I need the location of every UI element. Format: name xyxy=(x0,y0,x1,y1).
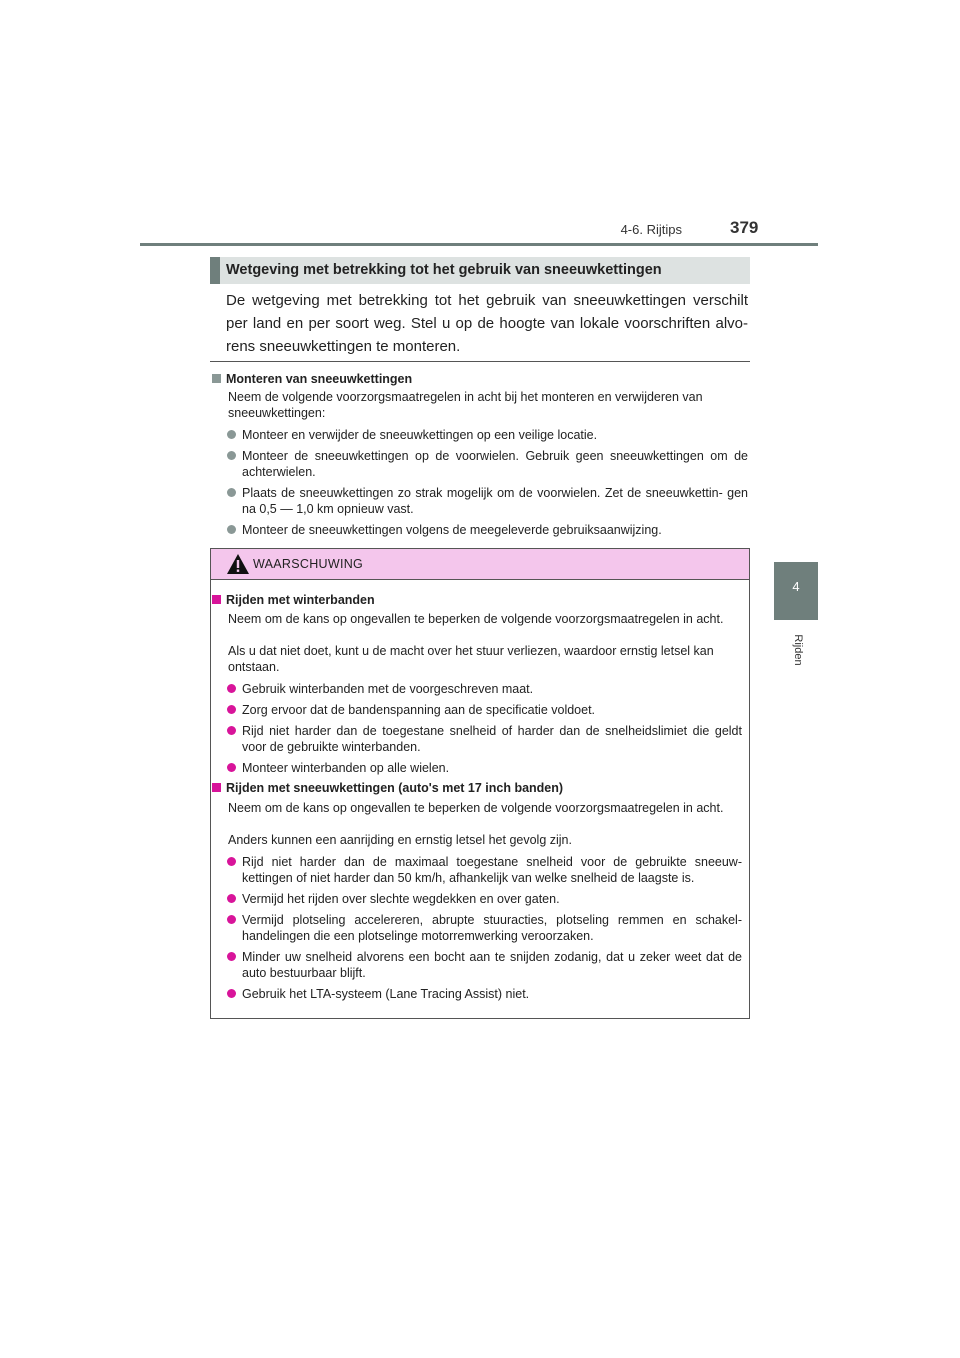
mounting-bullet: Monteer en verwijder de sneeuwkettingen op een veilige locatie. xyxy=(242,428,598,442)
mounting-bullet: Monteer de sneeuwkettingen volgens de meegeleverde gebruiksaanwijzing. xyxy=(242,523,662,537)
winter-text-1: Neem om de kans op ongevallen te beperken de volgende voorzorgsmaatregelen in acht. xyxy=(228,612,724,626)
bullet-dot-icon xyxy=(227,525,236,534)
section-heading-box xyxy=(210,257,750,284)
bullet-dot-icon xyxy=(227,684,236,693)
chains-bullet: Vermijd het rijden over slechte wegdekken en over gaten. xyxy=(242,892,560,906)
bullet-dot-icon xyxy=(227,488,236,497)
chains-text-1: Neem om de kans op ongevallen te beperken de volgende voorzorgsmaatregelen in acht. xyxy=(228,801,724,815)
winter-bullet: Rijd niet harder dan de toegestane snelheid of harder dan de snelheidslimiet die geldt voor de gebruikte winterbanden. xyxy=(242,724,742,754)
bullet-dot-icon xyxy=(227,989,236,998)
winter-title: Rijden met winterbanden xyxy=(226,593,375,607)
warning-title: WAARSCHUWING xyxy=(253,557,364,571)
square-bullet-icon xyxy=(212,595,221,604)
intro-line: rens sneeuwkettingen te monteren. xyxy=(226,338,461,355)
mounting-heading xyxy=(212,372,412,386)
bullet-dot-icon xyxy=(227,763,236,772)
divider xyxy=(210,361,750,362)
bullet-dot-icon xyxy=(227,857,236,866)
mounting-title: Monteren van sneeuwkettingen xyxy=(226,372,413,386)
bullet-dot-icon xyxy=(227,705,236,714)
winter-bullet: Zorg ervoor dat de bandenspanning aan de specificatie voldoet. xyxy=(242,703,596,717)
bullet-dot-icon xyxy=(227,726,236,735)
section-heading: Wetgeving met betrekking tot het gebruik van sneeuwkettingen xyxy=(226,262,662,278)
square-bullet-icon xyxy=(212,374,221,383)
chapter-number: 4 xyxy=(792,579,800,594)
mounting-bullet: Monteer de sneeuwkettingen op de voorwielen. Gebruik geen sneeuwkettingen om de achterwielen. xyxy=(242,449,748,479)
mounting-text: Neem de volgende voorzorgsmaatregelen in acht bij het monteren en verwijderen van sneeuwkettingen: xyxy=(228,390,703,420)
winter-text-2: Als u dat niet doet, kunt u de macht over het stuur verliezen, waardoor ernstig letsel kan ontstaan. xyxy=(228,644,714,674)
bullet-dot-icon xyxy=(227,451,236,460)
chains-heading xyxy=(212,781,563,795)
bullet-dot-icon xyxy=(227,894,236,903)
warning-triangle-icon xyxy=(226,553,250,575)
chains-text-2: Anders kunnen een aanrijding en ernstig letsel het gevolg zijn. xyxy=(228,833,572,847)
chapter-label: Rijden xyxy=(792,634,804,666)
mounting-bullet: Plaats de sneeuwkettingen zo strak mogelijk om de voorwielen. Zet de sneeuwkettin- gen na 0,5 — 1,0 km opnieuw vast. xyxy=(242,486,748,516)
square-bullet-icon xyxy=(212,783,221,792)
page-number: 379 xyxy=(730,218,759,237)
winter-heading xyxy=(212,593,375,607)
winter-bullet: Gebruik winterbanden met de voorgeschreven maat. xyxy=(242,682,534,696)
chains-bullet: Minder uw snelheid alvorens een bocht aan te snijden zodanig, dat u zeker weet dat de auto bestuurbaar blijft. xyxy=(242,950,742,980)
bullet-dot-icon xyxy=(227,430,236,439)
chains-bullet: Vermijd plotseling accelereren, abrupte stuuracties, plotseling remmen en schakel- handelingen die een plotselinge motorremwerking veroorzaken. xyxy=(242,913,742,943)
intro-line: De wetgeving met betrekking tot het gebruik van sneeuwkettingen verschilt xyxy=(226,292,748,309)
section-label: 4-6. Rijtips xyxy=(620,222,682,237)
bullet-dot-icon xyxy=(227,952,236,961)
intro-line: per land en per soort weg. Stel u op de hoogte van lokale voorschriften alvo- xyxy=(226,315,748,332)
chains-bullet: Rijd niet harder dan de maximaal toegestane snelheid voor de gebruikte sneeuw- kettingen of niet harder dan 50 km/h, afhankelijk van welke snelheid de laagste is. xyxy=(242,855,742,885)
chains-title: Rijden met sneeuwkettingen (auto's met 17 inch banden) xyxy=(226,781,564,795)
bullet-dot-icon xyxy=(227,915,236,924)
header-rule xyxy=(140,243,818,246)
intro-paragraph xyxy=(226,289,748,358)
winter-bullet: Monteer winterbanden op alle wielen. xyxy=(242,761,450,775)
chains-bullet: Gebruik het LTA-systeem (Lane Tracing Assist) niet. xyxy=(242,987,530,1001)
